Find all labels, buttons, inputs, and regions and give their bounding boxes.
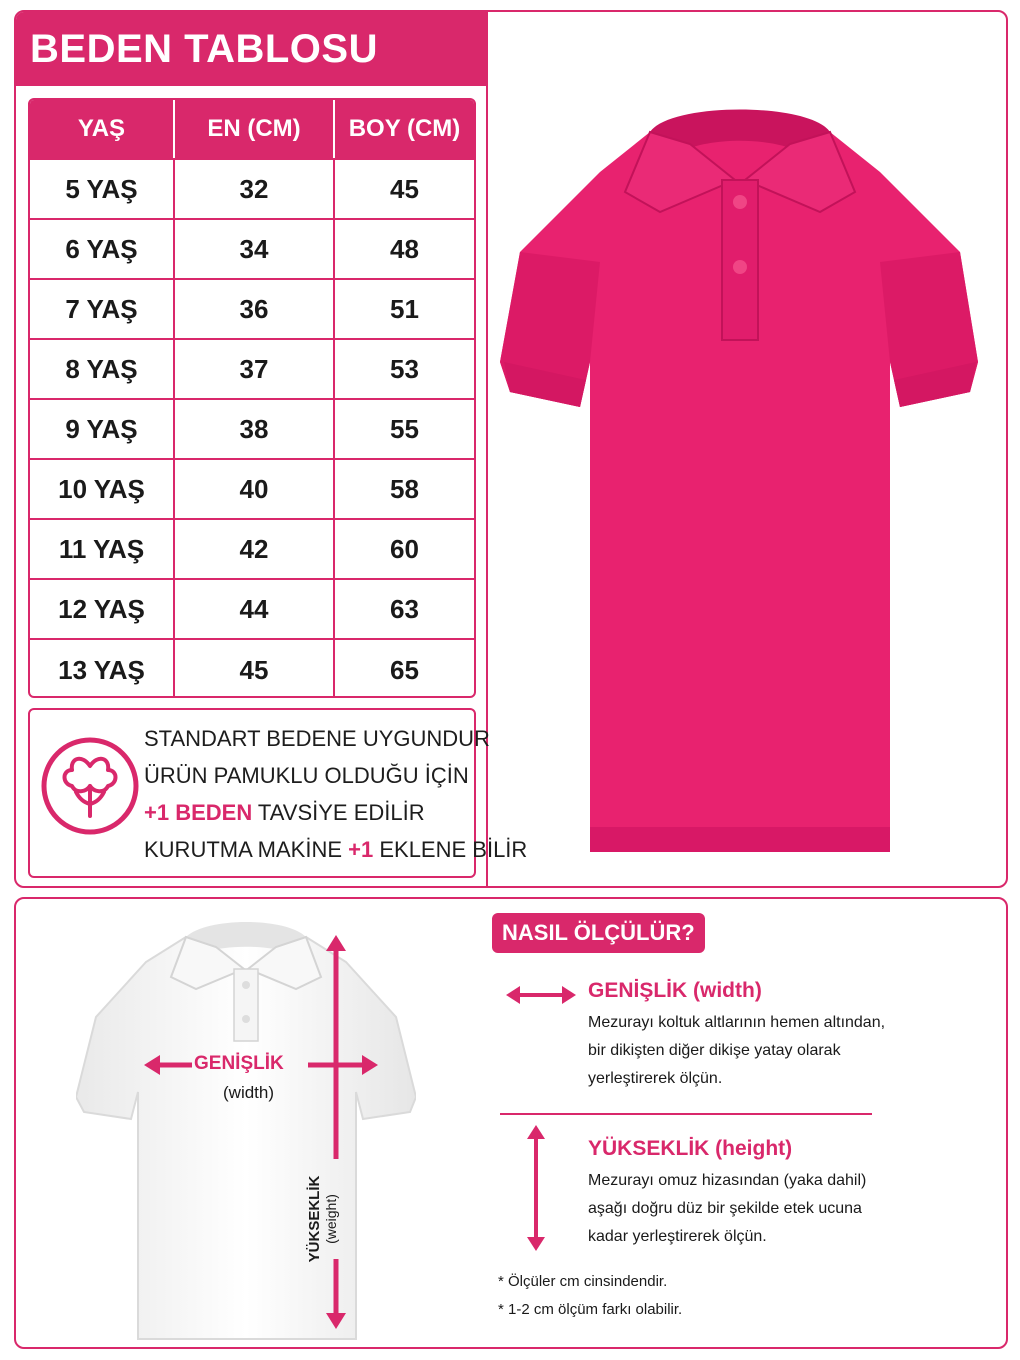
section-divider	[500, 1113, 872, 1115]
table-row	[30, 580, 474, 640]
cell-age: 5 YAŞ	[30, 160, 175, 218]
how-to-measure-panel	[14, 897, 1008, 1349]
cell-age: 12 YAŞ	[30, 580, 175, 638]
size-table	[28, 98, 476, 698]
height-section-text: Mezurayı omuz hizasından (yaka dahil) aşağı doğru düz bir şekilde etek ucuna kadar yerleştirerek ölçün.	[588, 1172, 867, 1245]
cell-width: 36	[175, 280, 335, 338]
page-title: BEDEN TABLOSU	[30, 26, 378, 71]
cell-length: 65	[390, 654, 419, 685]
footnote-units: * Ölçüler cm cinsindendir.	[498, 1273, 668, 1290]
cell-length: 51	[390, 293, 419, 324]
cell-width: 38	[175, 400, 335, 458]
cell-length: 55	[390, 413, 419, 444]
vertical-arrow-icon	[524, 1125, 548, 1251]
width-section-text: Mezurayı koltuk altlarının hemen altından, bir dikişten diğer dikişe yatay olarak yerleştirerek ölçün.	[588, 1014, 886, 1087]
table-row	[30, 400, 474, 460]
cell-width: 37	[175, 340, 335, 398]
cell-length: 53	[390, 353, 419, 384]
badge-text: NASIL ÖLÇÜLÜR?	[502, 920, 695, 945]
height-figure-label: YÜKSEKLİK	[306, 1175, 323, 1263]
size-chart-panel	[14, 10, 1008, 888]
measurement-arrows	[16, 899, 476, 1351]
width-figure-label: GENİŞLİK	[194, 1053, 284, 1074]
height-figure-sublabel: (weight)	[323, 1194, 339, 1244]
note-line-2: ÜRÜN PAMUKLU OLDUĞU İÇİN	[144, 763, 469, 788]
footnote-tolerance: * 1-2 cm ölçüm farkı olabilir.	[498, 1301, 683, 1318]
table-row	[30, 640, 474, 698]
cell-length: 45	[390, 173, 419, 204]
horizontal-arrow-icon	[506, 983, 576, 1007]
pink-polo-shirt-image	[500, 62, 980, 862]
header-width: EN (CM)	[175, 100, 335, 158]
cell-width: 40	[175, 460, 335, 518]
table-header-row	[30, 100, 474, 160]
cell-age: 6 YAŞ	[30, 220, 175, 278]
note-line-3: +1 BEDEN TAVSİYE EDİLİR	[144, 800, 425, 825]
how-to-measure-badge	[492, 913, 705, 953]
table-row	[30, 460, 474, 520]
panel-divider	[486, 12, 488, 888]
cotton-icon	[40, 736, 140, 836]
cell-width: 44	[175, 580, 335, 638]
plus-one-highlight: +1	[348, 837, 374, 862]
width-section-title: GENİŞLİK (width)	[588, 979, 762, 1002]
cell-age: 13 YAŞ	[30, 640, 175, 698]
fit-note-box	[28, 708, 528, 878]
cell-age: 10 YAŞ	[30, 460, 175, 518]
cell-width: 45	[175, 640, 335, 698]
cell-width: 32	[175, 160, 335, 218]
cell-length: 63	[390, 593, 419, 624]
cell-length: 60	[390, 533, 419, 564]
cell-width: 34	[175, 220, 335, 278]
header-length: BOY (CM)	[348, 115, 461, 142]
note-text	[144, 720, 528, 868]
table-row	[30, 220, 474, 280]
table-row	[30, 160, 474, 220]
cell-length: 48	[390, 233, 419, 264]
cell-age: 11 YAŞ	[30, 520, 175, 578]
header-age: YAŞ	[30, 100, 175, 158]
note-line-4: KURUTMA MAKİNE +1 EKLENE BİLİR	[144, 837, 528, 862]
table-row	[30, 520, 474, 580]
note-line-1: STANDART BEDENE UYGUNDUR	[144, 726, 490, 751]
table-row	[30, 340, 474, 400]
cell-age: 8 YAŞ	[30, 340, 175, 398]
cell-age: 7 YAŞ	[30, 280, 175, 338]
table-row	[30, 280, 474, 340]
cell-width: 42	[175, 520, 335, 578]
height-figure-label-group	[306, 1154, 346, 1284]
height-section-title: YÜKSEKLİK (height)	[588, 1137, 793, 1160]
width-figure-sublabel: (width)	[223, 1083, 275, 1102]
title-banner	[16, 12, 486, 86]
cell-length: 58	[390, 473, 419, 504]
size-up-highlight: +1 BEDEN	[144, 800, 253, 825]
cell-age: 9 YAŞ	[30, 400, 175, 458]
